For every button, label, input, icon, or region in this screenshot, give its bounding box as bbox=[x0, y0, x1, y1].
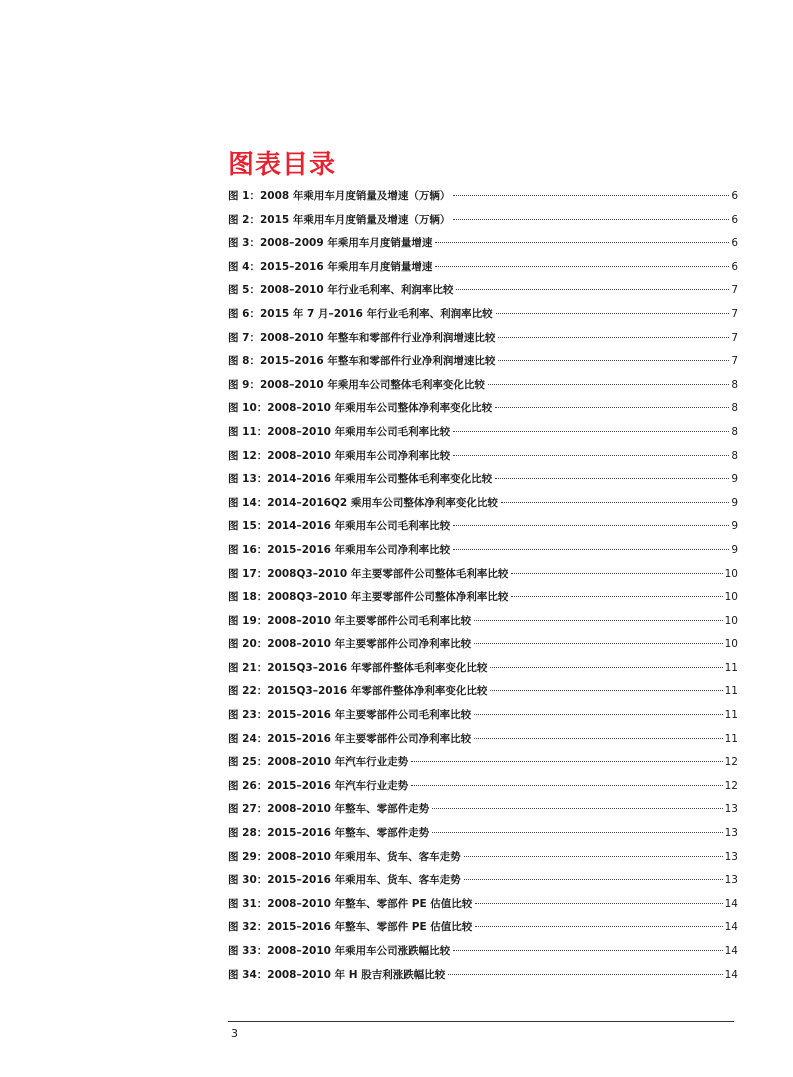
toc-entry-page: 9 bbox=[731, 473, 738, 486]
dot-leader bbox=[453, 549, 729, 550]
toc-entry[interactable] bbox=[228, 707, 738, 731]
toc-entry-label: 图 7：2008–2010 年整车和零部件行业净利润增速比较 bbox=[228, 331, 496, 344]
toc-entry-page: 8 bbox=[731, 449, 738, 462]
toc-entry-page: 14 bbox=[724, 921, 738, 934]
toc-entry-label: 图 15：2014–2016 年乘用车公司毛利率比较 bbox=[228, 520, 451, 533]
dot-leader bbox=[490, 690, 722, 691]
toc-entry-page: 8 bbox=[731, 425, 738, 438]
toc-entry[interactable] bbox=[228, 872, 738, 896]
toc-entry[interactable] bbox=[228, 495, 738, 519]
toc-entry[interactable] bbox=[228, 377, 738, 401]
toc-entry-page: 11 bbox=[724, 661, 738, 674]
dot-leader bbox=[411, 761, 723, 762]
toc-entry-label: 图 1：2008 年乘用车月度销量及增速（万辆） bbox=[228, 190, 451, 202]
dot-leader bbox=[511, 573, 722, 574]
toc-entry-label: 图 16：2015–2016 年乘用车公司净利率比较 bbox=[228, 543, 451, 556]
dot-leader bbox=[432, 832, 723, 833]
dot-leader bbox=[498, 337, 729, 338]
toc-entry-page: 7 bbox=[731, 331, 738, 344]
toc-entry[interactable] bbox=[228, 849, 738, 873]
page-title: 图表目录 bbox=[228, 150, 337, 180]
toc-entry-page: 6 bbox=[731, 190, 738, 202]
toc-entry[interactable] bbox=[228, 330, 738, 354]
toc-entry[interactable] bbox=[228, 353, 738, 377]
toc-entry-page: 6 bbox=[731, 260, 738, 273]
toc-entry[interactable] bbox=[228, 589, 738, 613]
toc-entry-page: 13 bbox=[724, 803, 738, 816]
toc-entry-page: 13 bbox=[724, 827, 738, 840]
dot-leader bbox=[453, 950, 723, 951]
toc-entry-label: 图 4：2015–2016 年乘用车月度销量增速 bbox=[228, 260, 433, 273]
dot-leader bbox=[464, 879, 723, 880]
toc-entry[interactable] bbox=[228, 613, 738, 637]
dot-leader bbox=[495, 407, 729, 408]
dot-leader bbox=[456, 289, 729, 290]
toc-entry[interactable] bbox=[228, 542, 738, 566]
toc-entry-label: 图 5：2008–2010 年行业毛利率、利润率比较 bbox=[228, 284, 454, 297]
toc-entry-page: 14 bbox=[724, 968, 738, 981]
toc-entry[interactable] bbox=[228, 754, 738, 778]
toc-entry-label: 图 20：2008–2010 年主要零部件公司净利率比较 bbox=[228, 638, 472, 651]
toc-entry[interactable] bbox=[228, 282, 738, 306]
dot-leader bbox=[475, 926, 722, 927]
dot-leader bbox=[435, 266, 729, 267]
dot-leader bbox=[464, 856, 723, 857]
toc-entry-page: 13 bbox=[724, 874, 738, 887]
toc-entry-page: 6 bbox=[731, 213, 738, 226]
dot-leader bbox=[474, 738, 723, 739]
toc-entry[interactable] bbox=[228, 801, 738, 825]
toc-entry[interactable] bbox=[228, 825, 738, 849]
toc-entry-page: 11 bbox=[724, 732, 738, 745]
toc-entry-page: 8 bbox=[731, 402, 738, 415]
toc-entry-label: 图 23：2015–2016 年主要零部件公司毛利率比较 bbox=[228, 709, 472, 722]
toc-entry-page: 10 bbox=[724, 638, 738, 651]
toc-entry[interactable] bbox=[228, 306, 738, 330]
toc-entry[interactable] bbox=[228, 778, 738, 802]
toc-entry[interactable] bbox=[228, 448, 738, 472]
toc-entry-page: 10 bbox=[724, 591, 738, 604]
toc-entry-label: 图 22：2015Q3–2016 年零部件整体净利率变化比较 bbox=[228, 685, 488, 698]
toc-entry-page: 12 bbox=[724, 756, 738, 769]
toc-entry[interactable] bbox=[228, 424, 738, 448]
dot-leader bbox=[453, 219, 729, 220]
toc-entry[interactable] bbox=[228, 636, 738, 660]
toc-entry-page: 14 bbox=[724, 945, 738, 957]
toc-entry-label: 图 19：2008–2010 年主要零部件公司毛利率比较 bbox=[228, 614, 472, 627]
toc-entry-page: 10 bbox=[724, 567, 738, 580]
toc-entry-label: 图 24：2015–2016 年主要零部件公司净利率比较 bbox=[228, 732, 472, 745]
toc-entry-page: 7 bbox=[731, 284, 738, 297]
toc-entry-label: 图 18：2008Q3–2010 年主要零部件公司整体净利率比较 bbox=[228, 591, 509, 604]
toc-entry-label: 图 30：2015–2016 年乘用车、货车、客车走势 bbox=[228, 874, 461, 887]
toc-entry[interactable] bbox=[228, 919, 738, 943]
toc-entry-page: 10 bbox=[724, 614, 738, 627]
toc-entry[interactable] bbox=[228, 967, 738, 991]
toc-entry-page: 9 bbox=[731, 543, 738, 556]
toc-entry[interactable] bbox=[228, 188, 738, 212]
toc-entry-label: 图 26：2015–2016 年汽车行业走势 bbox=[228, 779, 409, 792]
toc-entry-page: 11 bbox=[724, 709, 738, 722]
dot-leader bbox=[475, 903, 722, 904]
table-of-figures bbox=[228, 188, 738, 990]
toc-entry-label: 图 12：2008–2010 年乘用车公司净利率比较 bbox=[228, 449, 451, 462]
toc-entry[interactable] bbox=[228, 400, 738, 424]
dot-leader bbox=[453, 525, 729, 526]
toc-entry[interactable] bbox=[228, 896, 738, 920]
toc-entry-page: 12 bbox=[724, 779, 738, 792]
toc-entry-label: 图 33：2008–2010 年乘用车公司涨跌幅比较 bbox=[228, 945, 451, 957]
toc-entry-label: 图 10：2008–2010 年乘用车公司整体净利率变化比较 bbox=[228, 402, 493, 415]
toc-entry[interactable] bbox=[228, 235, 738, 259]
toc-entry[interactable] bbox=[228, 212, 738, 236]
dot-leader bbox=[453, 195, 729, 196]
dot-leader bbox=[453, 431, 729, 432]
toc-entry[interactable] bbox=[228, 518, 738, 542]
toc-entry-page: 14 bbox=[724, 897, 738, 910]
toc-entry-label: 图 8：2015–2016 年整车和零部件行业净利润增速比较 bbox=[228, 355, 496, 368]
toc-entry-label: 图 3：2008–2009 年乘用车月度销量增速 bbox=[228, 237, 433, 250]
toc-entry-label: 图 6：2015 年 7 月–2016 年行业毛利率、利润率比较 bbox=[228, 307, 493, 320]
toc-entry-label: 图 17：2008Q3–2010 年主要零部件公司整体毛利率比较 bbox=[228, 567, 509, 580]
dot-leader bbox=[511, 596, 722, 597]
dot-leader bbox=[474, 620, 723, 621]
toc-entry-label: 图 2：2015 年乘用车月度销量及增速（万辆） bbox=[228, 213, 451, 226]
toc-entry-page: 7 bbox=[731, 307, 738, 320]
toc-entry-label: 图 27：2008–2010 年整车、零部件走势 bbox=[228, 803, 430, 816]
dot-leader bbox=[432, 808, 723, 809]
toc-entry[interactable] bbox=[228, 471, 738, 495]
toc-entry-page: 11 bbox=[724, 685, 738, 698]
toc-entry-label: 图 28：2015–2016 年整车、零部件走势 bbox=[228, 827, 430, 840]
toc-entry-label: 图 14：2014–2016Q2 乘用车公司整体净利率变化比较 bbox=[228, 496, 498, 509]
toc-entry[interactable] bbox=[228, 731, 738, 755]
toc-entry-label: 图 9：2008–2010 年乘用车公司整体毛利率变化比较 bbox=[228, 378, 485, 391]
dot-leader bbox=[501, 502, 729, 503]
toc-entry-label: 图 29：2008–2010 年乘用车、货车、客车走势 bbox=[228, 850, 461, 863]
toc-entry-page: 6 bbox=[731, 237, 738, 250]
dot-leader bbox=[474, 714, 723, 715]
page-number: 3 bbox=[231, 1027, 238, 1040]
toc-entry-page: 8 bbox=[731, 378, 738, 391]
toc-entry-page: 9 bbox=[731, 520, 738, 533]
toc-entry[interactable] bbox=[228, 943, 738, 967]
dot-leader bbox=[498, 360, 729, 361]
toc-entry-label: 图 21：2015Q3–2016 年零部件整体毛利率变化比较 bbox=[228, 661, 488, 674]
toc-entry[interactable] bbox=[228, 566, 738, 590]
dot-leader bbox=[490, 667, 722, 668]
dot-leader bbox=[448, 974, 722, 975]
toc-entry-label: 图 25：2008–2010 年汽车行业走势 bbox=[228, 756, 409, 769]
toc-entry-page: 13 bbox=[724, 850, 738, 863]
dot-leader bbox=[411, 785, 723, 786]
toc-entry-label: 图 32：2015–2016 年整车、零部件 PE 估值比较 bbox=[228, 921, 473, 934]
footer-divider bbox=[228, 1021, 734, 1022]
dot-leader bbox=[453, 455, 729, 456]
toc-entry-page: 9 bbox=[731, 496, 738, 509]
toc-entry[interactable] bbox=[228, 683, 738, 707]
toc-entry-label: 图 13：2014–2016 年乘用车公司整体毛利率变化比较 bbox=[228, 473, 493, 486]
toc-entry-label: 图 34：2008–2010 年 H 股吉利涨跌幅比较 bbox=[228, 968, 446, 981]
toc-entry-label: 图 31：2008–2010 年整车、零部件 PE 估值比较 bbox=[228, 897, 473, 910]
toc-entry[interactable] bbox=[228, 259, 738, 283]
toc-entry[interactable] bbox=[228, 660, 738, 684]
dot-leader bbox=[495, 478, 729, 479]
dot-leader bbox=[496, 313, 730, 314]
dot-leader bbox=[435, 242, 729, 243]
toc-entry-page: 7 bbox=[731, 355, 738, 368]
dot-leader bbox=[474, 643, 723, 644]
dot-leader bbox=[488, 384, 729, 385]
toc-entry-label: 图 11：2008–2010 年乘用车公司毛利率比较 bbox=[228, 425, 451, 438]
